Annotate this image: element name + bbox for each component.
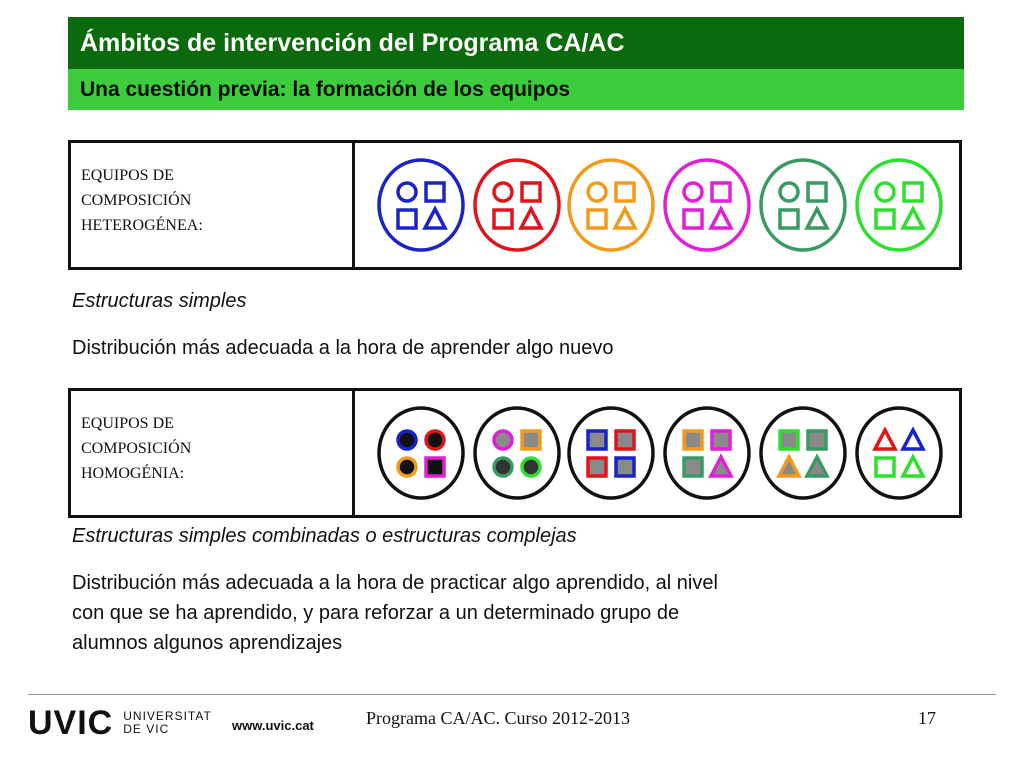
uvic-logo (28, 706, 212, 740)
team-circle (761, 408, 845, 498)
square-icon (684, 431, 702, 449)
square-icon (522, 431, 540, 449)
heterogeneous-label-line: EQUIPOS DE (81, 167, 174, 184)
homogeneous-teams-diagram (355, 391, 959, 515)
square-icon (808, 431, 826, 449)
circle-icon (398, 431, 416, 449)
logo-text (123, 710, 212, 736)
circle-icon (398, 458, 416, 476)
heterogeneous-teams-diagram (355, 143, 959, 267)
circle-icon (494, 431, 512, 449)
footer-course: Programa CA/AC. Curso 2012-2013 (366, 708, 630, 728)
homogeneous-label (71, 391, 355, 515)
page-number: 17 (918, 708, 936, 728)
square-icon (588, 431, 606, 449)
square-icon (684, 458, 702, 476)
homogeneous-label-line: COMPOSICIÓN (81, 440, 192, 457)
page-subtitle: Una cuestión previa: la formación de los equipos (68, 69, 964, 110)
team-circle (379, 408, 463, 498)
heterogeneous-teams-box (68, 140, 962, 270)
circle-icon (426, 431, 444, 449)
team-circle (475, 408, 559, 498)
logo-text-line: DE VIC (123, 722, 170, 736)
heterogeneous-caption: Distribución más adecuada a la hora de aprender algo nuevo (72, 337, 614, 359)
team-circle (761, 160, 845, 250)
circle-icon (522, 458, 540, 476)
team-circle (569, 408, 653, 498)
homogeneous-caption-italic: Estructuras simples combinadas o estructuras complejas (72, 525, 577, 547)
heterogeneous-label-line: HETEROGÉNEA: (81, 217, 203, 234)
team-circle (475, 160, 559, 250)
heterogeneous-label (71, 143, 355, 267)
square-icon (588, 458, 606, 476)
circle-icon (494, 458, 512, 476)
homogeneous-caption-line: alumnos algunos aprendizajes (72, 632, 343, 654)
square-icon (616, 458, 634, 476)
team-circle (857, 160, 941, 250)
homogeneous-teams-box (68, 388, 962, 518)
square-icon (426, 458, 444, 476)
square-icon (712, 431, 730, 449)
page-title: Ámbitos de intervención del Programa CA/AC (68, 17, 964, 69)
team-circle (665, 408, 749, 498)
team-circle (665, 160, 749, 250)
homogeneous-caption-line: Distribución más adecuada a la hora de practicar algo aprendido, al nivel (72, 572, 718, 594)
square-icon (780, 431, 798, 449)
homogeneous-label-line: EQUIPOS DE (81, 415, 174, 432)
team-circle (379, 160, 463, 250)
homogeneous-caption (72, 568, 718, 658)
logo-mark: UVIC (28, 704, 114, 742)
heterogeneous-label-line: COMPOSICIÓN (81, 192, 192, 209)
footer-divider (28, 694, 996, 695)
homogeneous-label-line: HOMOGÉNIA: (81, 465, 185, 482)
homogeneous-caption-line: con que se ha aprendido, y para reforzar a un determinado grupo de (72, 602, 680, 624)
footer-url[interactable]: www.uvic.cat (232, 718, 314, 733)
heterogeneous-caption-italic: Estructuras simples (72, 290, 247, 312)
logo-text-line: UNIVERSITAT (123, 709, 212, 723)
team-circle (569, 160, 653, 250)
square-icon (616, 431, 634, 449)
team-circle (857, 408, 941, 498)
